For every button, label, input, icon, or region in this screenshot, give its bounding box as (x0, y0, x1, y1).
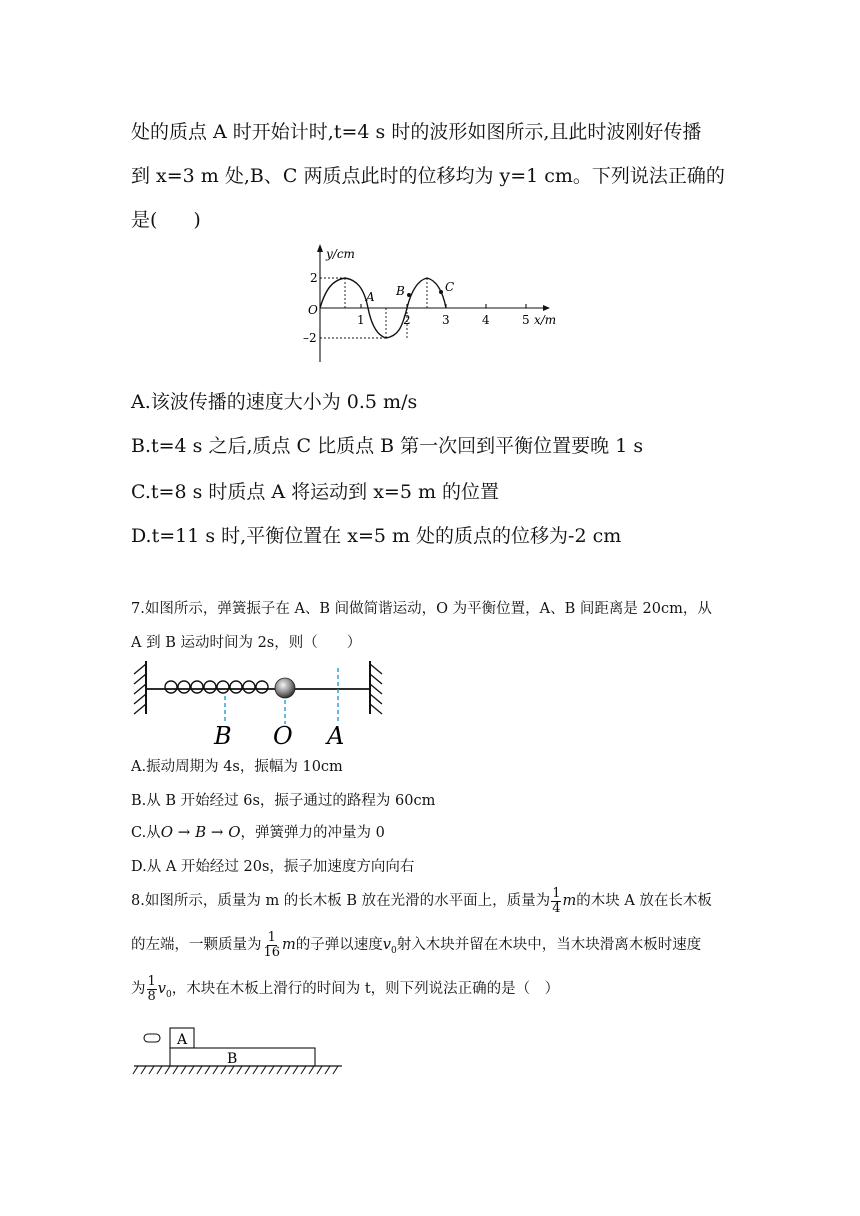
velocity-symbol: v (382, 937, 391, 954)
q8-line-2-c: 射入木块并留在木块中，当木块滑离木板时速度 (396, 937, 702, 954)
bullet (144, 1034, 160, 1042)
q6-line-3 (131, 205, 201, 232)
q8-line-2-var: m (282, 937, 296, 954)
q6-option-b: B.t=4 s 之后,质点 C 比质点 B 第一次回到平衡位置要晚 1 s (131, 435, 644, 457)
x-axis-arrow (543, 305, 550, 311)
q6-line-1: 处的质点 A 时开始计时,t=4 s 时的波形如图所示,且此时波刚好传播 (131, 121, 702, 143)
wave-figure (300, 240, 565, 368)
x-tick-1: 1 (357, 313, 365, 327)
x-tick-3: 3 (442, 313, 450, 327)
q8-line-3 (131, 975, 559, 1003)
label-b: B (214, 722, 232, 750)
q7-line-2: A 到 B 运动时间为 2s，则（ ） (131, 635, 362, 651)
q7-option-c-path: O → B → O (160, 823, 241, 841)
x-tick-2: 2 (403, 313, 411, 327)
point-c-label: C (445, 280, 455, 294)
q6-option-d: D.t=11 s 时,平衡位置在 x=5 m 处的质点的位移为-2 cm (131, 525, 622, 547)
oscillator-ball (275, 678, 295, 698)
fraction-one-eighth (147, 975, 157, 1003)
q7-option-a: A.振动周期为 4s，振幅为 10cm (131, 759, 343, 775)
q7-line-1: 7.如图所示，弹簧振子在 A、B 间做简谐运动，O 为平衡位置，A、B 间距离是 20cm，从 (131, 601, 712, 617)
left-wall-hatch (134, 664, 146, 714)
right-wall-hatch (370, 664, 382, 714)
q6-line-2: 到 x=3 m 处,B、C 两质点此时的位移均为 y=1 cm。下列说法正确的 (131, 165, 725, 187)
origin-label: O (308, 303, 318, 317)
fraction-numerator: 1 (267, 930, 276, 945)
board-b-label: B (227, 1051, 238, 1067)
velocity-subscript: 0 (165, 990, 172, 1001)
q8-line-3-a: 为 (131, 981, 146, 998)
q6-option-c: C.t=8 s 时质点 A 将运动到 x=5 m 的位置 (131, 481, 500, 503)
q6-line-3-post: ) (193, 209, 201, 231)
q8-line-1-b: 的木块 A 放在长木板 (576, 893, 712, 910)
velocity-symbol: v (157, 981, 166, 998)
fraction-denominator: 16 (263, 944, 281, 960)
velocity-subscript: 0 (391, 946, 397, 957)
spring (165, 681, 268, 693)
q8-line-1 (131, 887, 712, 915)
fraction-one-sixteenth (263, 931, 282, 959)
q8-line-1-a: 8.如图所示，质量为 m 的长木板 B 放在光滑的水平面上，质量为 (131, 893, 551, 910)
point-a-label: A (366, 290, 375, 304)
q7-option-c (131, 821, 385, 842)
q7-option-c-prefix: C.从 (131, 825, 161, 841)
ground-hatch (133, 1066, 338, 1074)
q8-line-2 (131, 931, 701, 959)
label-a: A (327, 722, 345, 750)
q8-line-2-a: 的左端，一颗质量为 (131, 937, 262, 954)
fraction-denominator: 8 (147, 988, 156, 1004)
x-tick-5: 5 (522, 313, 530, 327)
fraction-numerator: 1 (147, 974, 156, 989)
q8-line-2-b: 的子弹以速度 (295, 937, 383, 954)
block-a-label: A (177, 1032, 188, 1048)
fraction-one-quarter (551, 887, 561, 915)
fraction-denominator: 4 (552, 900, 561, 916)
q8-line-3-b: ，木块在木板上滑行的时间为 t，则下列说法正确的是（ ） (171, 981, 560, 998)
q7-option-b: B.从 B 开始经过 6s，振子通过的路程为 60cm (131, 793, 436, 809)
y-tick-2: 2 (310, 271, 318, 285)
q6-option-a: A.该波传播的速度大小为 0.5 m/s (131, 391, 418, 413)
x-tick-4: 4 (482, 313, 490, 327)
point-b-label: B (396, 284, 405, 298)
board-b (170, 1048, 315, 1066)
q6-line-3-pre: 是( (131, 209, 158, 231)
block-figure (130, 1024, 350, 1080)
q7-option-c-suffix: ，弹簧弹力的冲量为 0 (240, 825, 385, 841)
y-tick-neg2: –2 (303, 331, 317, 345)
label-o: O (273, 722, 293, 750)
y-axis-label: y/cm (326, 247, 355, 261)
q8-line-1-var: m (562, 893, 577, 910)
fraction-numerator: 1 (552, 886, 561, 901)
y-axis-arrow (317, 244, 323, 252)
spring-figure (128, 656, 388, 750)
point-c-marker (439, 290, 443, 294)
point-b-marker (407, 293, 411, 297)
x-axis-label: x/m (534, 313, 557, 327)
q7-option-d: D.从 A 开始经过 20s，振子加速度方向向右 (131, 859, 415, 875)
